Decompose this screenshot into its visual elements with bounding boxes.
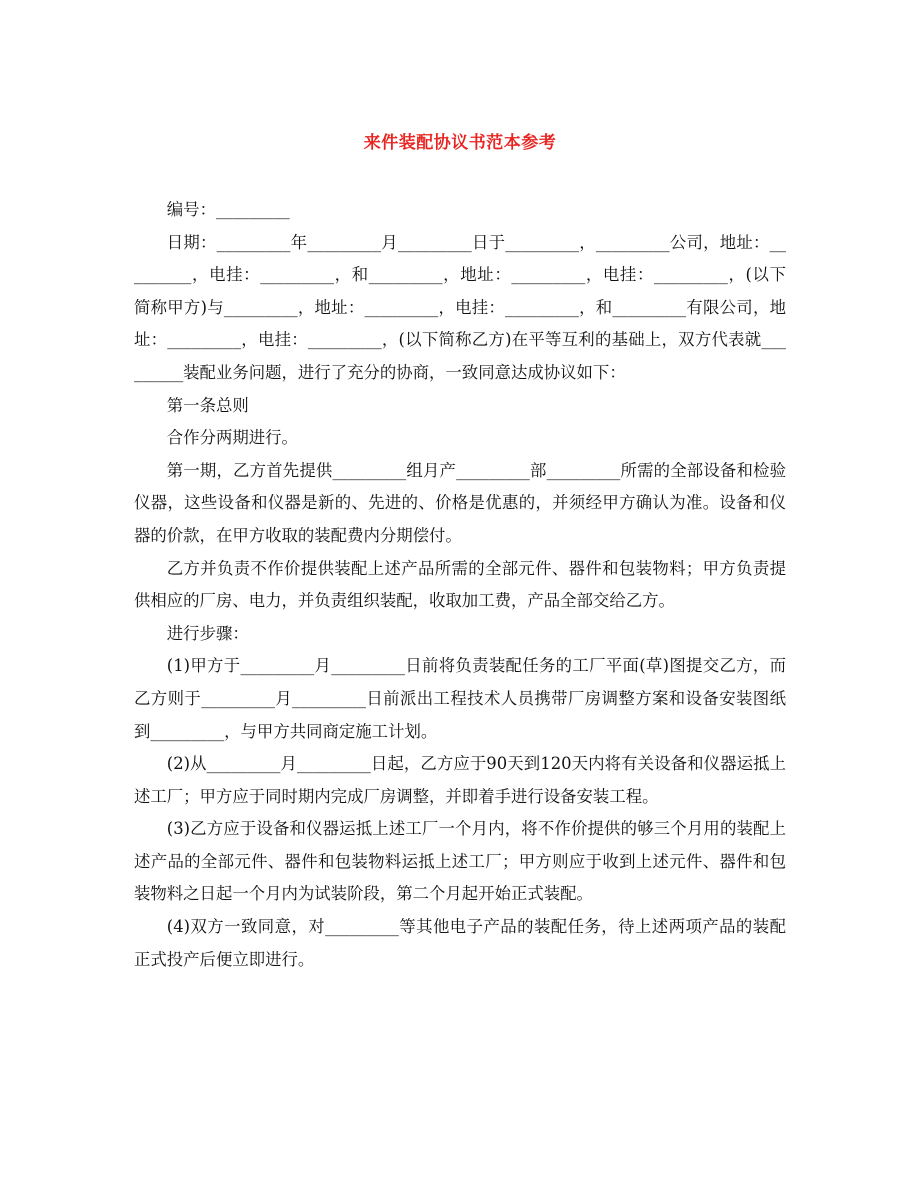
step-item: (1)甲方于_________月_________日前将负责装配任务的工厂平面(草)图提交乙方，而乙方则于_________月_________日前派出工程技术人员携带厂房调整方案和设备安装图纸到_________，与甲方共同商定施工计划。 [134, 656, 786, 741]
contract-number-line: 编号：_________ [166, 200, 290, 219]
steps-heading: 进行步骤： [166, 623, 249, 643]
document-body [134, 194, 786, 976]
body-paragraph: 乙方并负责不作价提供装配上述产品所需的全部元件、器件和包装物料；甲方负责提供相应的厂房、电力，并负责组织装配，收取加工费，产品全部交给乙方。 [134, 558, 786, 611]
body-paragraph: 第一期，乙方首先提供_________组月产_________部_________所需的全部设备和检验仪器，这些设备和仪器是新的、先进的、价格是优惠的，并须经甲方确认为准。设备和仪器的价款，在甲方收取的装配费内分期偿付。 [134, 460, 786, 545]
parties-paragraph: 日期：_________年_________月_________日于_________，_________公司，地址：_________，电挂：_________，和_________，地址：_________，电挂：_________，(以下简称甲方)与_________，地址：_________，电挂：_________，和_________有限公司，地址：_________，电挂：_________，(以下简称乙方)在平等互利的基础上，双方代表就_________装配业务问题，进行了充分的协商，一致同意达成协议如下： [134, 232, 786, 382]
step-item: (2)从_________月_________日起，乙方应于90天到120天内将有关设备和仪器运抵上述工厂；甲方应于同时期内完成厂房调整，并即着手进行设备安装工程。 [134, 754, 786, 806]
article-heading: 第一条总则 [166, 395, 249, 415]
step-item: (4)双方一致同意，对_________等其他电子产品的装配任务，待上述两项产品的装配正式投产后便立即进行。 [134, 917, 786, 969]
step-item: (3)乙方应于设备和仪器运抵上述工厂一个月内，将不作价提供的够三个月用的装配上述产品的全部元件、器件和包装物料运抵上述工厂；甲方则应于收到上述元件、器件和包装物料之日起一个月内为试装阶段，第二个月起开始正式装配。 [134, 819, 786, 904]
document-title: 来件装配协议书范本参考 [363, 133, 557, 153]
body-paragraph: 合作分两期进行。 [166, 428, 298, 448]
